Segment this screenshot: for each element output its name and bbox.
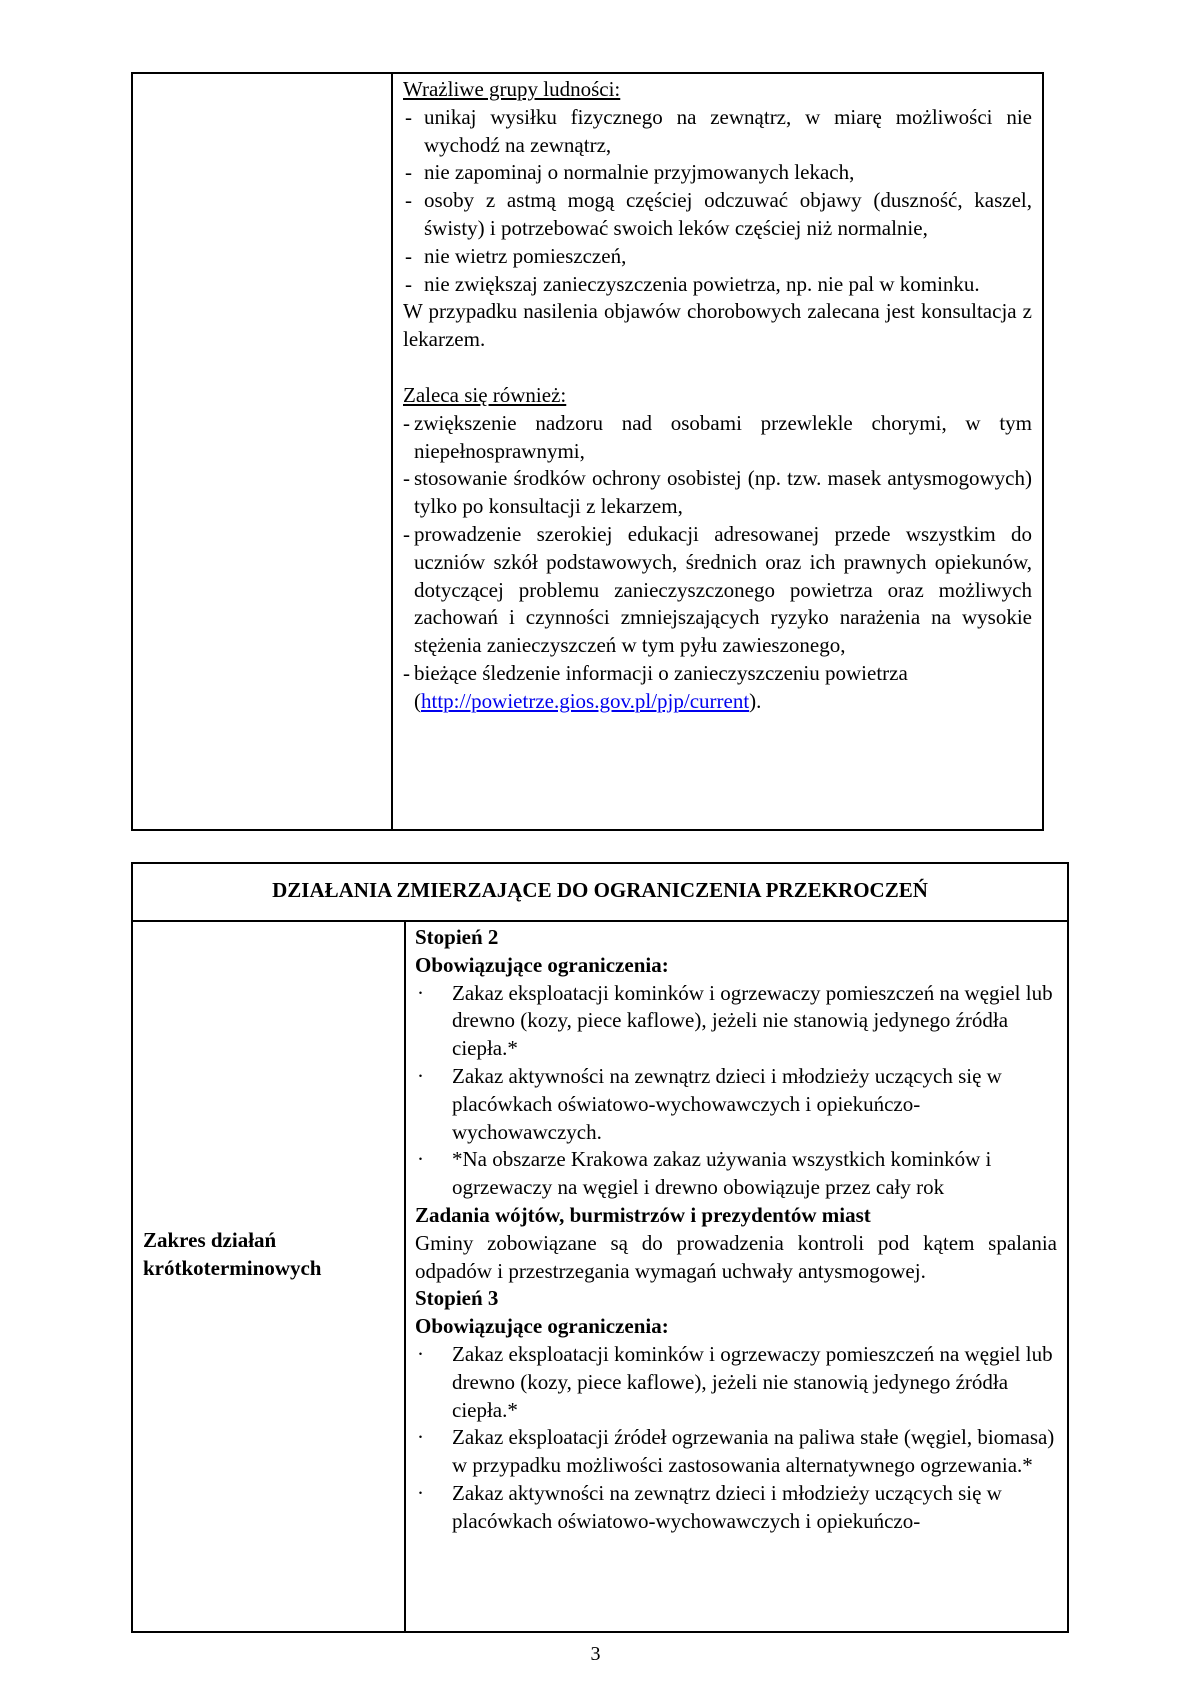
list-item: · Zakaz eksploatacji kominków i ogrzewaczy pomieszczeń na węgiel lub drewno (kozy, piece kaflowe), jeżeli nie stanowią jedynego źródła ciepła.* [415, 1341, 1057, 1424]
list-item: - unikaj wysiłku fizycznego na zewnątrz, w miarę możliwości nie wychodź na zewnątrz, [403, 104, 1032, 160]
list-item: - zwiększenie nadzoru nad osobami przewlekle chorymi, w tym niepełnosprawnymi, [403, 410, 1032, 466]
tasks-text: Gminy zobowiązane są do prowadzenia kontroli pod kątem spalania odpadów i przestrzegania wymagań uchwały antysmogowej. [415, 1230, 1057, 1283]
actions-cell [415, 924, 1057, 1536]
monitoring-text: bieżące śledzenie informacji o zanieczyszczeniu powietrza [414, 660, 908, 685]
list-item: - stosowanie środków ochrony osobistej (np. tzw. masek antysmogowych) tylko po konsultacji z lekarzem, [403, 465, 1032, 521]
list-item: · Zakaz eksploatacji kominków i ogrzewaczy pomieszczeń na węgiel lub drewno (kozy, piece kaflowe), jeżeli nie stanowią jedynego źródła ciepła.* [415, 980, 1057, 1063]
list-item: - nie wietrz pomieszczeń, [403, 243, 1032, 271]
list-item: · Zakaz eksploatacji źródeł ogrzewania na paliwa stałe (węgiel, biomasa) w przypadku możliwości zastosowania alternatywnego ogrzewania.* [415, 1424, 1057, 1480]
stage-2-title: Stopień 2 [415, 925, 499, 949]
list-item: - nie zwiększaj zanieczyszczenia powietrza, np. nie pal w kominku. [403, 271, 1032, 299]
actions-table-header: DZIAŁANIA ZMIERZAJĄCE DO OGRANICZENIA PRZEKROCZEŃ [272, 878, 928, 902]
header-divider [133, 920, 1067, 922]
gios-air-quality-link[interactable]: http://powietrze.gios.gov.pl/pjp/current [421, 688, 750, 713]
stage-3-restrictions-title: Obowiązujące ograniczenia: [415, 1314, 669, 1339]
list-item: - osoby z astmą mogą częściej odczuwać objawy (duszność, kaszel, świsty) i potrzebować swoich leków częściej niż normalnie, [403, 187, 1032, 243]
short-term-scope-label: Zakres działań krótkoterminowych [143, 1228, 322, 1280]
doctor-consultation-note: W przypadku nasilenia objawów chorobowych zalecana jest konsultacja z lekarzem. [403, 299, 1032, 352]
actions-table [131, 862, 1069, 1633]
tasks-title: Zadania wójtów, burmistrzów i prezydentów miast [415, 1202, 871, 1227]
list-item: - nie zapominaj o normalnie przyjmowanych lekach, [403, 159, 1032, 187]
list-item: · *Na obszarze Krakowa zakaz używania wszystkich kominków i ogrzewaczy na węgiel i drewno obowiązuje przez cały rok [415, 1146, 1057, 1202]
list-item-monitoring: - bieżące śledzenie informacji o zanieczyszczeniu powietrza (http://powietrze.gios.gov.pl/pjp/current). [403, 660, 1032, 716]
list-item: · Zakaz aktywności na zewnątrz dzieci i młodzieży uczących się w placówkach oświatowo-wychowawczych i opiekuńczo- [415, 1480, 1057, 1536]
stage-3-title: Stopień 3 [415, 1286, 499, 1311]
column-divider [391, 74, 393, 829]
stage-2-restrictions-title: Obowiązujące ograniczenia: [415, 952, 669, 977]
recommendations-table [131, 72, 1044, 831]
list-item: · Zakaz aktywności na zewnątrz dzieci i młodzieży uczących się w placówkach oświatowo-wychowawczych i opiekuńczo-wychowawczych. [415, 1063, 1057, 1146]
also-recommended-heading: Zaleca się również: [403, 382, 567, 407]
column-divider [404, 922, 406, 1631]
list-item: - prowadzenie szerokiej edukacji adresowanej przede wszystkim do uczniów szkół podstawowych, średnich oraz ich prawnych opiekunów, dotyczącej problemu zanieczyszczonego powietrza oraz możliwych zachowań i czynności zmniejszających ryzyko narażenia na wysokie stężenia zanieczyszczeń w tym pyłu zawieszonego, [403, 521, 1032, 660]
vulnerable-groups-heading: Wrażliwe grupy ludności: [403, 77, 621, 101]
page-number: 3 [590, 1643, 601, 1665]
recommendations-cell [403, 76, 1032, 716]
